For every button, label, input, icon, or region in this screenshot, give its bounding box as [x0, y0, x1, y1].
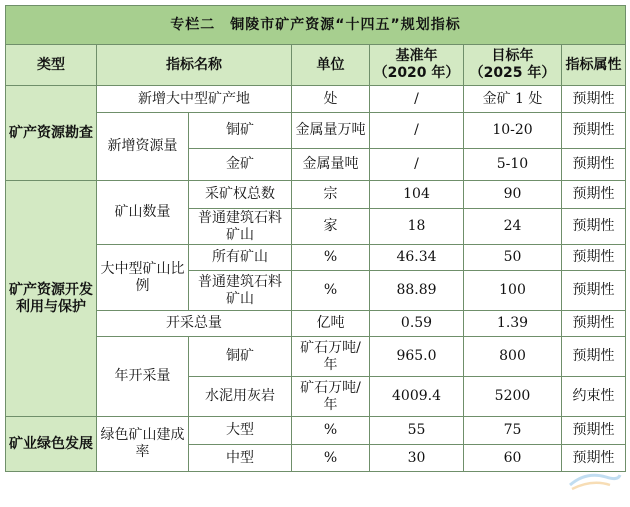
- table-row: [6, 86, 626, 113]
- unit-cell: 金属量吨: [292, 149, 370, 181]
- unit-cell: 亿吨: [292, 311, 370, 337]
- indicator-name: 普通建筑石料矿山: [189, 271, 292, 311]
- unit-cell: %: [292, 445, 370, 472]
- target-value: 800: [464, 337, 562, 377]
- base-value: /: [370, 149, 464, 181]
- category-green: 矿业绿色发展: [6, 417, 97, 472]
- table-row: [6, 181, 626, 209]
- unit-cell: 处: [292, 86, 370, 113]
- group-label: 绿色矿山建成率: [97, 417, 189, 472]
- indicator-name: 金矿: [189, 149, 292, 181]
- base-value: 104: [370, 181, 464, 209]
- attribute-cell: 约束性: [562, 377, 626, 417]
- base-value: 965.0: [370, 337, 464, 377]
- table-row: [6, 417, 626, 445]
- indicator-name: 所有矿山: [189, 245, 292, 271]
- indicator-name: 采矿权总数: [189, 181, 292, 209]
- target-value: 24: [464, 209, 562, 245]
- target-value: 50: [464, 245, 562, 271]
- attribute-cell: 预期性: [562, 86, 626, 113]
- attribute-cell: 预期性: [562, 149, 626, 181]
- table-row: [6, 337, 626, 377]
- indicator-name: 水泥用灰岩: [189, 377, 292, 417]
- attribute-cell: 预期性: [562, 337, 626, 377]
- table-row: [6, 245, 626, 271]
- target-value: 1.39: [464, 311, 562, 337]
- base-value: 4009.4: [370, 377, 464, 417]
- header-row: [6, 45, 626, 86]
- attribute-cell: 预期性: [562, 245, 626, 271]
- base-value: /: [370, 113, 464, 149]
- attribute-cell: 预期性: [562, 113, 626, 149]
- indicator-name: 普通建筑石料矿山: [189, 209, 292, 245]
- group-label: 矿山数量: [97, 181, 189, 245]
- table-row: [6, 311, 626, 337]
- target-value: 90: [464, 181, 562, 209]
- indicator-name: 中型: [189, 445, 292, 472]
- indicator-name: 铜矿: [189, 113, 292, 149]
- table-title: 专栏二 铜陵市矿产资源“十四五”规划指标: [6, 6, 626, 45]
- attribute-cell: 预期性: [562, 209, 626, 245]
- attribute-cell: 预期性: [562, 445, 626, 472]
- attribute-cell: 预期性: [562, 417, 626, 445]
- base-value: 55: [370, 417, 464, 445]
- header-target-year: 目标年（2025 年）: [464, 45, 562, 86]
- unit-cell: 矿石万吨/年: [292, 377, 370, 417]
- indicator-name: 新增大中型矿产地: [97, 86, 292, 113]
- base-value: 46.34: [370, 245, 464, 271]
- base-value: 18: [370, 209, 464, 245]
- attribute-cell: 预期性: [562, 181, 626, 209]
- unit-cell: 家: [292, 209, 370, 245]
- target-value: 10-20: [464, 113, 562, 149]
- group-label: 大中型矿山比例: [97, 245, 189, 311]
- header-base-year: 基准年（2020 年）: [370, 45, 464, 86]
- watermark-logo-icon: [566, 467, 624, 495]
- unit-cell: 金属量万吨: [292, 113, 370, 149]
- unit-cell: %: [292, 245, 370, 271]
- header-type: 类型: [6, 45, 97, 86]
- indicator-name: 大型: [189, 417, 292, 445]
- target-value: 100: [464, 271, 562, 311]
- header-indicator-name: 指标名称: [97, 45, 292, 86]
- base-value: 30: [370, 445, 464, 472]
- category-development: 矿产资源开发利用与保护: [6, 181, 97, 417]
- unit-cell: %: [292, 271, 370, 311]
- group-label: 年开采量: [97, 337, 189, 417]
- base-value: /: [370, 86, 464, 113]
- indicator-name: 开采总量: [97, 311, 292, 337]
- target-value: 60: [464, 445, 562, 472]
- table-row: [6, 113, 626, 149]
- indicator-name: 铜矿: [189, 337, 292, 377]
- target-value: 5-10: [464, 149, 562, 181]
- unit-cell: %: [292, 417, 370, 445]
- target-value: 5200: [464, 377, 562, 417]
- unit-cell: 宗: [292, 181, 370, 209]
- header-unit: 单位: [292, 45, 370, 86]
- planning-indicators-table: [5, 5, 626, 472]
- base-value: 0.59: [370, 311, 464, 337]
- attribute-cell: 预期性: [562, 271, 626, 311]
- category-exploration: 矿产资源勘查: [6, 86, 97, 181]
- unit-cell: 矿石万吨/年: [292, 337, 370, 377]
- base-value: 88.89: [370, 271, 464, 311]
- target-value: 金矿 1 处: [464, 86, 562, 113]
- header-attribute: 指标属性: [562, 45, 626, 86]
- target-value: 75: [464, 417, 562, 445]
- group-label: 新增资源量: [97, 113, 189, 181]
- attribute-cell: 预期性: [562, 311, 626, 337]
